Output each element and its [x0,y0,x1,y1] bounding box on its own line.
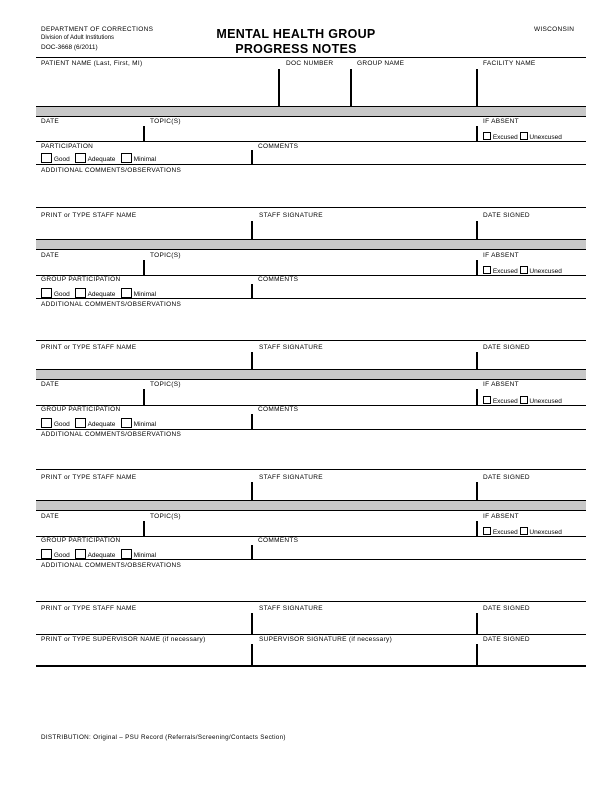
participation-label: PARTICIPATION [41,143,94,150]
excused-label: Excused [492,268,518,275]
good-checkbox[interactable] [41,418,52,428]
unexcused-label: Unexcused [529,398,562,405]
topics-label: TOPIC(S) [150,252,181,259]
unexcused-checkbox[interactable] [520,132,528,140]
minimal-label: Minimal [133,291,157,298]
adequate-checkbox[interactable] [75,288,86,298]
good-checkbox[interactable] [41,288,52,298]
good-checkbox[interactable] [41,549,52,559]
unexcused-checkbox[interactable] [520,266,528,274]
good-label: Good [53,421,70,428]
section-divider-4 [36,500,586,511]
unexcused-checkbox[interactable] [520,527,528,535]
staff-signature-label: STAFF SIGNATURE [259,474,323,481]
additional-comments-field[interactable] [36,310,586,339]
good-label: Good [53,156,70,163]
minimal-checkbox[interactable] [121,418,132,428]
unexcused-checkbox[interactable] [520,396,528,404]
form-title-line2: PROGRESS NOTES [235,42,357,56]
date-label: DATE [41,252,60,259]
doc-number-label: DOC NUMBER [286,60,334,67]
doc-number-field[interactable] [281,69,348,105]
topics-label: TOPIC(S) [150,381,181,388]
date-signed-label: DATE SIGNED [483,474,530,481]
excused-label: Excused [492,398,518,405]
minimal-label: Minimal [133,421,157,428]
supervisor-name-label: PRINT or TYPE SUPERVISOR NAME (if necessary) [41,636,206,643]
adequate-label: Adequate [87,421,116,428]
participation-label: GROUP PARTICIPATION [41,406,121,413]
section-divider-2 [36,239,586,250]
date-signed-label: DATE SIGNED [483,212,530,219]
additional-comments-label: ADDITIONAL COMMENTS/OBSERVATIONS [41,562,182,569]
excused-checkbox[interactable] [483,132,491,140]
date-label: DATE [41,118,60,125]
excused-checkbox[interactable] [483,527,491,535]
minimal-label: Minimal [133,156,157,163]
staff-name-label: PRINT or TYPE STAFF NAME [41,344,137,351]
participation-options [41,153,156,164]
form-title [196,27,396,57]
adequate-label: Adequate [87,156,116,163]
group-name-label: GROUP NAME [357,60,405,67]
if-absent-label: IF ABSENT [483,381,519,388]
additional-comments-label: ADDITIONAL COMMENTS/OBSERVATIONS [41,431,182,438]
date-signed-label: DATE SIGNED [483,344,530,351]
staff-name-label: PRINT or TYPE STAFF NAME [41,605,137,612]
additional-comments-label: ADDITIONAL COMMENTS/OBSERVATIONS [41,301,182,308]
participation-options [41,288,156,299]
minimal-checkbox[interactable] [121,288,132,298]
staff-signature-label: STAFF SIGNATURE [259,605,323,612]
excused-checkbox[interactable] [483,266,491,274]
additional-comments-field[interactable] [36,571,586,600]
staff-name-label: PRINT or TYPE STAFF NAME [41,212,137,219]
excused-label: Excused [492,529,518,536]
date-label: DATE [41,513,60,520]
state-label: WISCONSIN [534,26,575,33]
adequate-checkbox[interactable] [75,418,86,428]
minimal-checkbox[interactable] [121,153,132,163]
good-label: Good [53,552,70,559]
participation-label: GROUP PARTICIPATION [41,276,121,283]
unexcused-label: Unexcused [529,529,562,536]
participation-options [41,418,156,429]
minimal-label: Minimal [133,552,157,559]
staff-name-label: PRINT or TYPE STAFF NAME [41,474,137,481]
topics-label: TOPIC(S) [150,118,181,125]
patient-name-field[interactable] [36,69,276,105]
good-checkbox[interactable] [41,153,52,163]
supervisor-signature-label: SUPERVISOR SIGNATURE (if necessary) [259,636,393,643]
unexcused-label: Unexcused [529,268,562,275]
adequate-label: Adequate [87,552,116,559]
if-absent-label: IF ABSENT [483,513,519,520]
additional-comments-label: ADDITIONAL COMMENTS/OBSERVATIONS [41,167,182,174]
patient-name-label: PATIENT NAME (Last, First, MI) [41,60,143,67]
if-absent-label: IF ABSENT [483,118,519,125]
participation-label: GROUP PARTICIPATION [41,537,121,544]
division-label: Division of Adult Institutions [41,35,115,41]
topics-label: TOPIC(S) [150,513,181,520]
adequate-label: Adequate [87,291,116,298]
staff-signature-label: STAFF SIGNATURE [259,344,323,351]
facility-name-field[interactable] [479,69,586,105]
additional-comments-field[interactable] [36,176,586,206]
department-label: DEPARTMENT OF CORRECTIONS [41,26,154,33]
minimal-checkbox[interactable] [121,549,132,559]
supervisor-date-signed-label: DATE SIGNED [483,636,530,643]
excused-label: Excused [492,134,518,141]
additional-comments-field[interactable] [36,440,586,468]
group-name-field[interactable] [353,69,474,105]
unexcused-label: Unexcused [529,134,562,141]
comments-label: COMMENTS [258,276,299,283]
date-label: DATE [41,381,60,388]
if-absent-label: IF ABSENT [483,252,519,259]
adequate-checkbox[interactable] [75,153,86,163]
section-divider-1 [36,106,586,117]
date-signed-label: DATE SIGNED [483,605,530,612]
participation-options [41,549,156,560]
comments-label: COMMENTS [258,143,299,150]
excused-checkbox[interactable] [483,396,491,404]
facility-name-label: FACILITY NAME [483,60,536,67]
good-label: Good [53,291,70,298]
section-divider-3 [36,369,586,380]
distribution-note: DISTRIBUTION: Original – PSU Record (Referrals/Screening/Contacts Section) [41,734,286,741]
adequate-checkbox[interactable] [75,549,86,559]
staff-signature-label: STAFF SIGNATURE [259,212,323,219]
form-number: DOC-3668 (6/2011) [41,44,98,51]
form-title-line1: MENTAL HEALTH GROUP [216,27,376,41]
comments-label: COMMENTS [258,406,299,413]
comments-label: COMMENTS [258,537,299,544]
